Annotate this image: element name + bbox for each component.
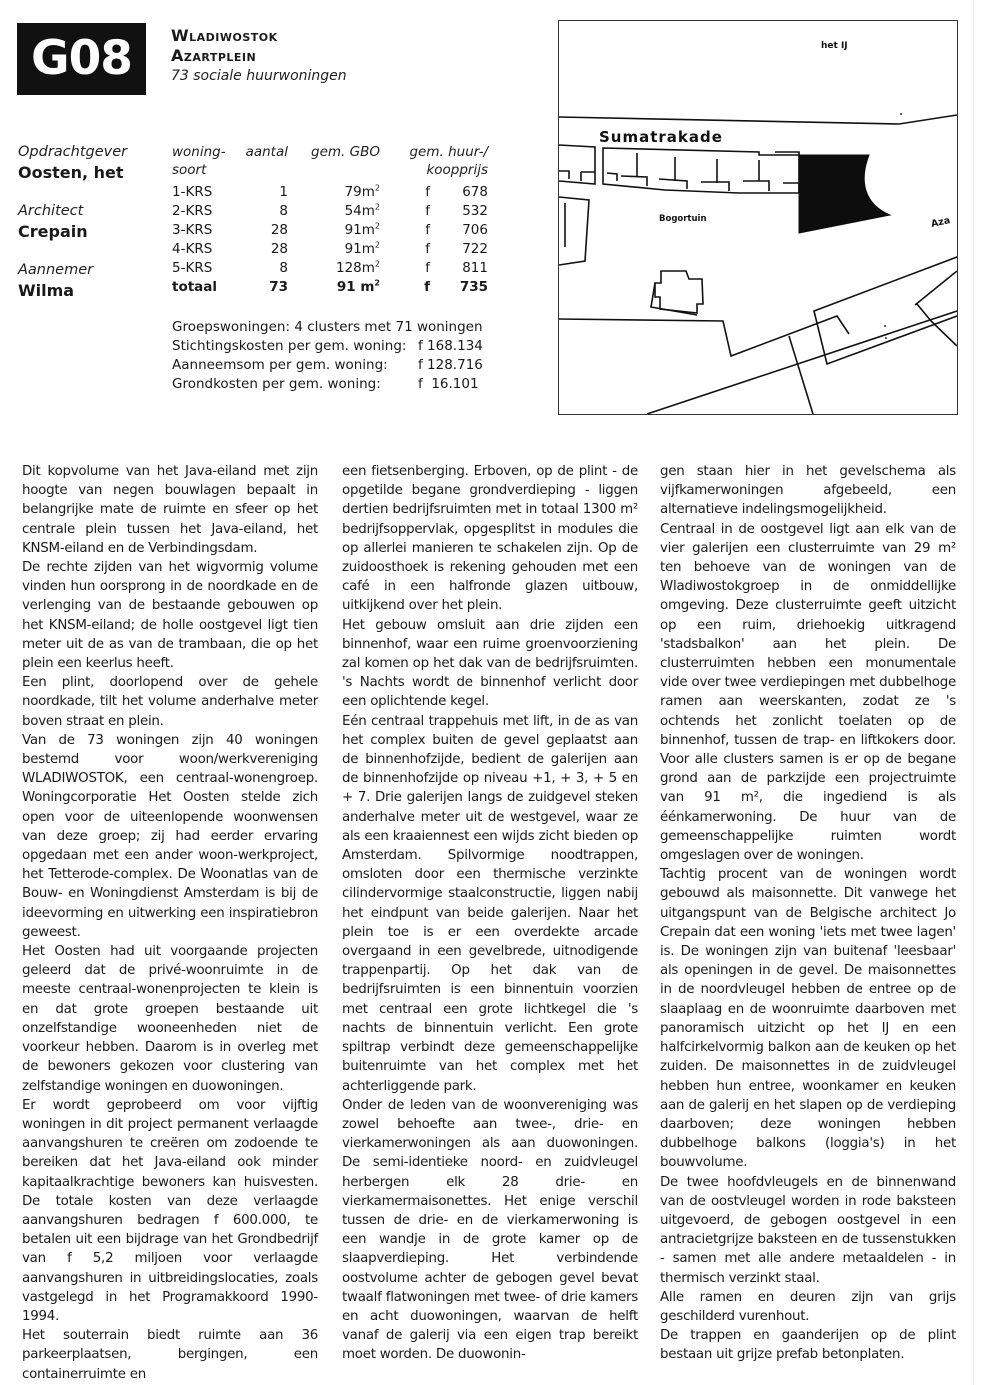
cell-type: 2-KRS: [172, 203, 213, 219]
cell-price: 678: [462, 184, 488, 200]
body-paragraph: een fietsenberging. Erboven, op de plint - de opgetilde begane grondverdieping - liggen dertien bedrijfsruimten met in totaal 1300 m² bedrijfsoppervlak, opgesplitst in modules die op allerlei manieren te schakelen zijn. Op de zuidoosthoek is rekening gehouden met een café in een halfronde glazen uitbouw, uitkijkend over het plein.: [342, 464, 638, 614]
body-paragraph: Onder de leden van de woonvereniging was zowel behoefte aan twee-, drie- en vierkamerwoningen als aan duowoningen. De semi-identieke noord- en zuidvleugel herbergen elk 28 drie- en vierkamermaisonettes. Het enige verschil tussen de drie- en de vierkamerwoning is een wandje in de grote kamer op de slaapverdieping. Het verbindende oostvolume achter de gebogen gevel bevat twaalf flatwoningen met twee- of drie kamers en acht duowoningen, waarvan de helft vanaf de galerij via een eigen trap bereikt moet worden. De duowonin-: [342, 1097, 638, 1363]
row-unit: [607, 173, 799, 192]
summary-row: [172, 337, 483, 356]
plot-outline: [647, 311, 957, 414]
cell-price: 811: [462, 260, 488, 276]
plot-outline: [789, 336, 813, 414]
body-paragraph: Er wordt geprobeerd om voor vijftig woningen in dit project permanent verlaagde aanvangshuren te creëren om zodoende te bereiken dat het Java-eiland ook minder kapitaalkrachtige bewoners kan huisvesten. De totale kosten van deze verlaagde aanvangshuren bedragen f 600.000, te betalen uit een bijdrage van het Grondbedrijf van f 5,2 miljoen voor verlaagde aanvangshuren in uitbreidingslocaties, zoals vastgelegd in het Programakkoord 1990-1994.: [22, 1097, 318, 1324]
cell-gbo: [288, 278, 380, 297]
body-paragraph: Eén centraal trappehuis met lift, in de as van het complex buiten de gevel geplaatst aan de binnenhofzijde, bedient de galerijen aan de binnenhofzijde op niveau +1, + 3, + 5 en + 7. Drie galerijen langs de zuidgevel steken anderhalve meter uit de westgevel, waar ze als een kraaiennest een wijds zicht bieden op Amsterdam. Spilvormige noodtrappen, omsloten door een thermische verzinkte cilindervormige staalconstructie, liggen nabij het eindpunt van beide galerijen. Naar het plein toe is er een overdekte arcade overgaand in een gevelbrede, uitnodigende trappenpartij. Op het dak van de bedrijfsruimten is een binnentuin voorzien met centraal een grote lichtkegel die 's nachts de binnentuin verlicht. Een grote spiltrap verbindt deze gemeenschappelijke buitenruimte van het complex met het achterliggende park.: [342, 713, 638, 1094]
gbo-value: 91m: [344, 222, 375, 238]
gbo-value: 128m: [335, 260, 375, 276]
body-paragraph: De twee hoofdvleugels en de binnenwand van de oostvleugel worden in rode baksteen uitgevoerd, de gebogen oostgevel in een antracietgrijze baksteen en de tussenstukken - samen met alle andere metaaldelen - in thermisch verzinkt staal.: [660, 1174, 956, 1286]
plot-outline: [917, 304, 957, 346]
cell-price: 706: [462, 222, 488, 238]
summary-value: f 128.716: [418, 357, 483, 373]
gbo-value: 54m: [344, 203, 375, 219]
map-label-garden: Bogortuin: [659, 214, 707, 224]
cell-type: 4-KRS: [172, 241, 213, 257]
body-paragraph: Centraal in de oostgevel ligt aan elk van de vier galerijen een clusterruimte van 29 m² ten behoeve van de woningen van de Wladiwostokgroep in de onmiddellijke omgeving. Deze clusterruimte geeft uitzicht op een ruim, driehoekig uitkragend 'stadsbalkon' aan het plein. De clusterruimten hebben een monumentale vide over twee verdiepingen met dubbelhoge ramen aan weerskanten, zodat ze 's ochtends het zonlicht toelaten op de binnenhof, tussen de trap- en liftkokers door. Voor alle clusters samen is er op de begane grond aan de parkzijde een projectruimte van 91 m², die ingediend is als éénkamerwoning. De huur van de gemeenschappelijke ruimten wordt omgeslagen over de woningen.: [660, 521, 956, 864]
map-label-quay: Sumatrakade: [599, 128, 723, 146]
summary-label: Stichtingskosten per gem. woning:: [172, 338, 407, 354]
body-paragraph: gen staan hier in het gevelschema als vijfkamerwoningen afgebeeld, een alternatieve indelingsmogelijkheid.: [660, 464, 956, 518]
cell-count: 28: [270, 241, 288, 257]
plot-outline: [559, 316, 849, 356]
header-price-line2: koopprijs: [426, 162, 488, 178]
cell-gbo: [288, 259, 380, 278]
cell-currency: f: [425, 241, 430, 257]
summary-label: Aanneemsom per gem. woning:: [172, 357, 388, 373]
housing-table: [172, 143, 488, 297]
gbo-value: 91 m: [336, 279, 375, 295]
body-paragraph: Alle ramen en deuren zijn van grijs geschilderd vurenhout.: [660, 1289, 956, 1324]
gbo-unit-exponent: 2: [374, 221, 380, 231]
header-type-line2: soort: [172, 162, 207, 178]
group-dwellings-note: Groepswoningen: 4 clusters met 71 woningen: [172, 319, 483, 335]
body-paragraph: Tachtig procent van de woningen wordt gebouwd als maisonnette. Dit vanwege het uitgangspunt van de Belgische architect Jo Crepain dat een woning 'iets met twee lagen' is. De woningen zijn van buitenaf 'leesbaar' als openingen in de gevel. De maisonnettes in de noordvleugel hebben de entree op de slaaplaag en de woonruimte daarboven met panoramisch uitzicht op het IJ en een halfcirkelvormig balkon aan de keuken op het zuiden. De maisonnettes in de zuidvleugel hebben hun entree, woonkamer en keuken aan de galerij en het slapen op de verdieping daarboven; deze woningen hebben dubbelhoge balkons (loggia's) in het bouwvolume.: [660, 867, 956, 1171]
gbo-value: 91m: [344, 241, 375, 257]
table-row: [172, 221, 488, 240]
cost-summary: [172, 318, 483, 394]
credit-architect: [18, 202, 158, 242]
cell-count: 1: [279, 184, 288, 200]
table-row: [172, 259, 488, 278]
row-divider: [637, 153, 759, 183]
gbo-unit-exponent: 2: [374, 278, 380, 288]
header-price-line1: gem. huur-/: [409, 144, 488, 160]
cell-currency: f: [425, 260, 430, 276]
table-row: [172, 202, 488, 221]
table-row: [172, 240, 488, 259]
project-code-badge: G08: [17, 23, 146, 95]
header-price: [380, 143, 488, 179]
row-unit: [559, 171, 595, 181]
cell-type: 3-KRS: [172, 222, 213, 238]
credit-name: Oosten, het: [18, 163, 124, 182]
gbo-unit-exponent: 2: [374, 183, 380, 193]
cell-gbo: [288, 183, 380, 202]
credit-name: Wilma: [18, 281, 75, 300]
table-row: [172, 183, 488, 202]
body-column-2: [342, 462, 638, 1365]
cell-count: 8: [279, 260, 288, 276]
quay-edge-line: [559, 115, 957, 124]
page-edge-line: [973, 0, 974, 1385]
credit-contractor: [18, 261, 158, 301]
block-outline: [814, 254, 957, 364]
body-paragraph: Van de 73 woningen zijn 40 woningen bestemd voor woon/werkvereniging WLADIWOSTOK, een centraal-wonengroep. Woningcorporatie Het Oosten stelde zich open voor de uiteenlopende woonwensen van deze groep; zij had eerder ervaring opgedaan met een ander woon-werkproject, het Tetterode-complex. De Woonatlas van de Bouw- en Woningdienst Amsterdam is bij de ideevorming en uitwerking een inspiratiebron geweest.: [22, 732, 318, 940]
gbo-unit-exponent: 2: [374, 202, 380, 212]
cell-currency: f: [425, 203, 430, 219]
plot-outline: [915, 271, 957, 305]
site-map: [558, 20, 958, 415]
body-paragraph: De rechte zijden van het wigvormig volume vinden hun oorsprong in de noordkade en de verlenging van de bestaande gebouwen op het KNSM-eiland; de holle oostgevel ligt tien meter uit de as van de trambaan, die op het plein een keerlus heeft.: [22, 560, 318, 672]
row-buildings-outline: [559, 145, 595, 184]
cell-type: 1-KRS: [172, 184, 213, 200]
summary-label: Grondkosten per gem. woning:: [172, 376, 381, 392]
summary-row: [172, 375, 483, 394]
body-column-1: [22, 462, 318, 1384]
cell-gbo: [288, 221, 380, 240]
table-header-row: [172, 143, 488, 179]
small-building-outline: [655, 271, 703, 313]
header-type: [172, 143, 242, 179]
cell-count: 73: [269, 279, 288, 295]
map-label-water: het IJ: [821, 41, 848, 51]
cell-price: 722: [462, 241, 488, 257]
cell-currency: f: [425, 184, 430, 200]
project-location: Azartplein: [171, 46, 257, 65]
body-column-3: [660, 462, 956, 1365]
body-paragraph: De trappen en gaanderijen op de plint bestaan uit grijze prefab betonplaten.: [660, 1328, 956, 1363]
project-subtitle: 73 sociale huurwoningen: [171, 68, 347, 84]
cell-price: 735: [459, 279, 488, 295]
credit-role: Opdrachtgever: [18, 144, 128, 160]
cell-type: totaal: [172, 279, 218, 295]
site-map-drawing: [559, 21, 957, 414]
cell-count: 28: [270, 222, 288, 238]
body-paragraph: Het gebouw omsluit aan drie zijden een binnenhof, waar een ruime groenvoorziening zal komen op het dak van de bedrijfsruimten. 's Nachts wordt de binnenhof verlicht door een oplichtende kegel.: [342, 617, 638, 710]
cell-type: 5-KRS: [172, 260, 213, 276]
title-block: [171, 26, 347, 86]
body-paragraph: Een plint, doorlopend over de gehele noordkade, tilt het volume anderhalve meter boven straat en plein.: [22, 675, 318, 729]
west-building-outline: [559, 197, 589, 265]
body-paragraph: Dit kopvolume van het Java-eiland met zijn hoogte van negen bouwlagen bepaalt in belangrijke mate de ruimte en sfeer op het centrale plein tussen het Java-eiland, het KNSM-eiland en de Verbindingsdam.: [22, 464, 318, 556]
cell-count: 8: [279, 203, 288, 219]
body-paragraph: Het Oosten had uit voorgaande projecten geleerd dat de privé-woonruimte in de meeste centraal-wonenprojecten te klein is en dat grote groepen bestaande uit onzelfstandige wooneenheden niet de voorkeur hebben. Daarom is in overleg met de bewoners gekozen voor clustering van zelfstandige woningen en duowoningen.: [22, 944, 318, 1094]
body-paragraph: Het souterrain biedt ruimte aan 36 parkeerplaatsen, bergingen, een containerruimte en: [22, 1328, 318, 1382]
cell-gbo: [288, 240, 380, 259]
gbo-unit-exponent: 2: [374, 240, 380, 250]
summary-value: f 16.101: [418, 376, 479, 392]
credits: [18, 143, 158, 320]
table-total-row: [172, 278, 488, 297]
small-building-shadow: [651, 283, 697, 315]
cell-gbo: [288, 202, 380, 221]
summary-value: f 168.134: [418, 338, 483, 354]
project-title: Wladiwostok: [171, 26, 278, 45]
gbo-value: 79m: [344, 184, 375, 200]
credit-client: [18, 143, 158, 183]
project-building-solid: [799, 155, 890, 233]
header-count: aantal: [245, 144, 288, 160]
cell-price: 532: [462, 203, 488, 219]
credit-role: Architect: [18, 203, 84, 219]
map-label-square: Aza: [930, 215, 952, 230]
summary-row: [172, 356, 483, 375]
header-gbo: gem. GBO: [311, 144, 380, 160]
cell-currency: f: [424, 279, 430, 295]
cell-currency: f: [425, 222, 430, 238]
header-type-line1: woning-: [172, 144, 226, 160]
credit-name: Crepain: [18, 222, 88, 241]
credit-role: Aannemer: [18, 262, 94, 278]
gbo-unit-exponent: 2: [374, 259, 380, 269]
